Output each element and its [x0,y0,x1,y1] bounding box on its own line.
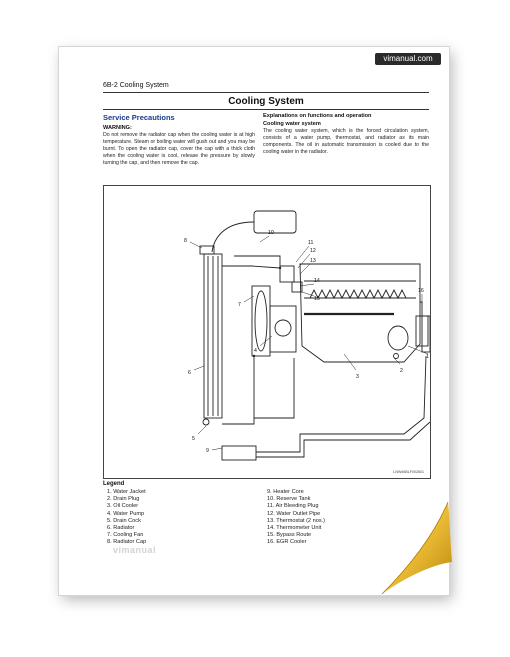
warning-text: Do not remove the radiator cap when the cooling water is at high temperature. Steam or boiling water will gush out and you may be burnt. To open the radiator cap, cover the cap with a thick cloth when the cooling water is cool, release the pressure by slowly turning the cap, and then remove the cap. [103,132,255,166]
header-rule [103,92,429,93]
callout-1: 1 [426,354,429,360]
title-rule [103,109,429,110]
cooling-system-drawing [104,186,430,478]
service-precautions-heading: Service Precautions [103,113,175,122]
drain-cock-shape [203,419,209,425]
callout-10: 10 [268,230,274,236]
callout-15: 15 [314,296,320,302]
callout-2: 2 [400,368,403,374]
legend-title: Legend [103,481,125,487]
water-pump-shape [270,306,296,352]
legend-item: 8. Radiator Cap [107,539,147,546]
site-badge[interactable]: vimanual.com [375,53,441,65]
legend-item: 3. Oil Cooler [107,503,139,510]
section-id: 6B-2 Cooling System [103,82,169,89]
callout-11: 11 [308,240,314,246]
callout-12: 12 [310,248,316,254]
legend-item: 10. Reserve Tank [267,496,311,503]
heater-core-shape [222,446,256,460]
drain-plug-shape [394,354,399,359]
legend-item: 4. Water Pump [107,510,145,517]
legend-right-column [267,489,397,547]
reserve-tank-shape [254,211,296,233]
callout-8: 8 [184,238,187,244]
legend-item: 2. Drain Plug [107,496,140,503]
watermark-logo: vimanual [113,545,157,555]
page-title: Cooling System [228,96,304,107]
legend-item: 6. Radiator [107,525,135,532]
cooling-system-diagram [103,185,431,479]
thermostat-shape [280,266,294,282]
callout-7: 7 [238,302,241,308]
callout-6: 6 [188,370,191,376]
callout-14: 14 [314,278,320,284]
cooling-water-system-heading: Cooling water system [263,121,321,127]
callout-9: 9 [206,448,209,454]
callout-13: 13 [310,258,316,264]
diagram-reference-id: LNW46BLF002601 [393,470,424,474]
service-precautions-column [103,113,255,167]
page-curl-icon [380,500,460,600]
legend-item: 7. Cooling Fan [107,532,144,539]
reserve-tank-hose [212,222,254,252]
legend-item: 15. Bypass Route [267,532,312,539]
oil-cooler-shape [388,326,408,350]
warning-heading: WARNING: [103,125,132,131]
callout-3: 3 [356,374,359,380]
callout-5: 5 [192,436,195,442]
legend-item: 11. Air Bleeding Plug [267,503,319,510]
legend-item: 12. Water Outlet Pipe [267,510,321,517]
explanations-column [263,113,429,156]
legend-item: 1. Water Jacket [107,489,146,495]
explanations-heading: Explanations on functions and operation [263,113,372,119]
legend-item: 5. Drain Cock [107,517,141,524]
legend-left-column [107,489,227,547]
legend-item: 9. Heater Core [267,489,304,495]
callout-16: 16 [418,288,424,294]
legend-item: 14. Thermometer Unit [267,525,322,532]
callout-4: 4 [254,348,257,354]
legend-item: 13. Thermostat (2 nos.) [267,517,326,524]
legend-item: 16. EGR Cooler [267,539,307,546]
explanations-text: The cooling water system, which is the forced circulation system, consists of a water pump, thermostat, and radiator as its main components. The oil in automatic transmission is cooled due to the cooling water in the radiator. [263,128,429,155]
